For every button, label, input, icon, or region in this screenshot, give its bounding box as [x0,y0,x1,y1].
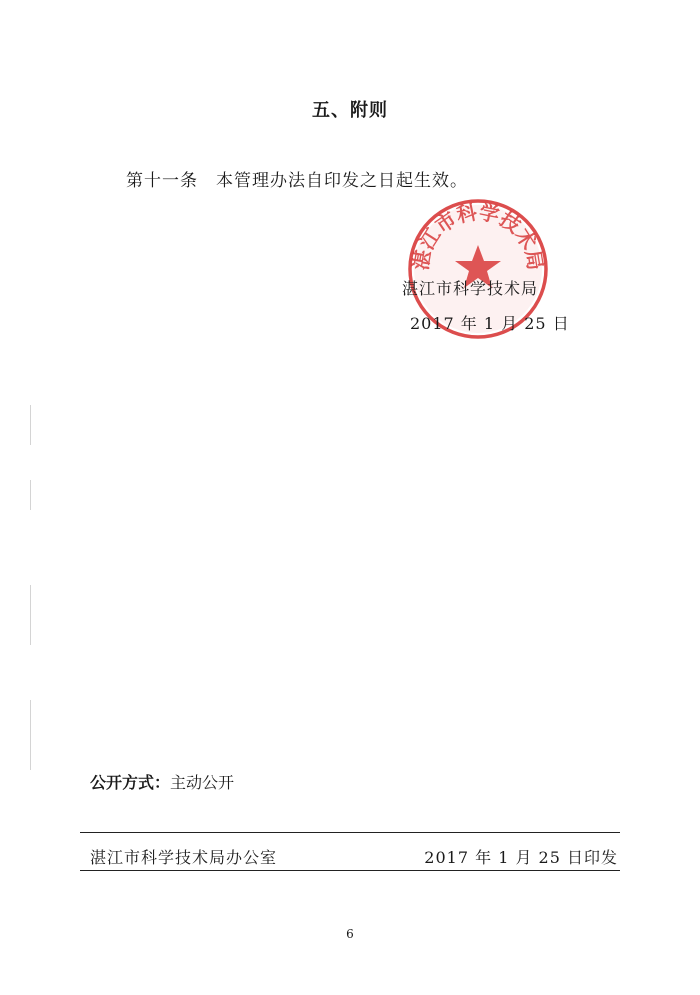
footer-print-date: 2017 年 1 月 25 日印发 [424,848,618,867]
issuer-signature: 湛江市科学技术局 [402,279,539,298]
article-text: 本管理办法自印发之日起生效。 [216,171,468,191]
scan-margin-mark [30,585,31,645]
disclosure-value: 主动公开 [170,773,235,792]
page-number: 6 [346,927,354,941]
scan-margin-mark [30,700,31,770]
scan-margin-mark [30,480,31,510]
disclosure-line [90,770,234,793]
article-number: 第十一条 [126,171,198,191]
seal-text: 湛江市科学技术局 [408,199,548,272]
footer-top-rule [80,832,620,833]
scan-margin-mark [30,405,31,445]
section-heading: 五、附则 [312,100,388,121]
footer-bottom-rule [80,870,620,871]
article-eleven [126,166,468,191]
footer-office: 湛江市科学技术局办公室 [90,848,278,867]
disclosure-label: 公开方式： [90,773,171,792]
signature-date: 2017 年 1 月 25 日 [410,314,570,333]
